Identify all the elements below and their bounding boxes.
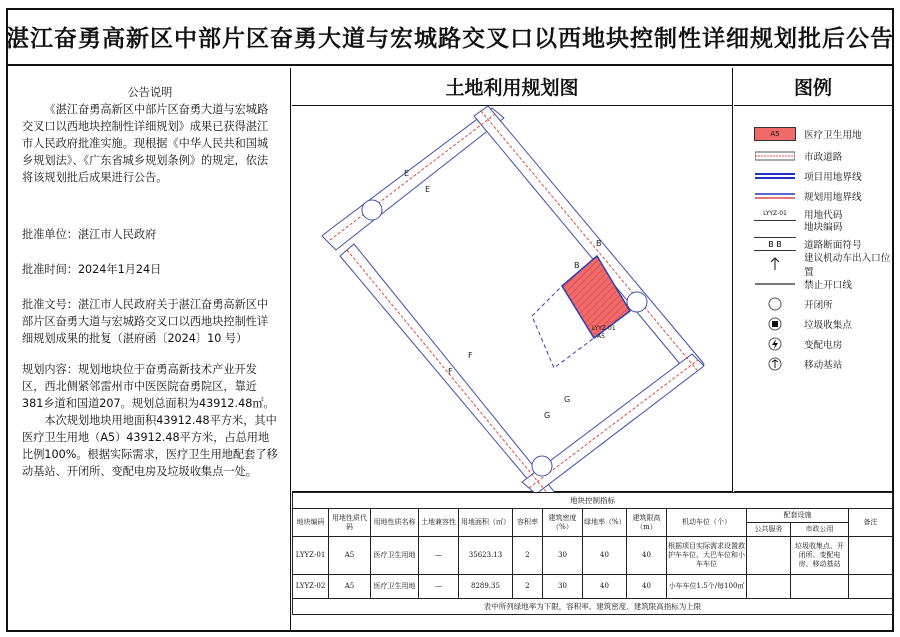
garbage-point-icon: [754, 317, 796, 331]
plan-content-detail: 本次规划地块用地面积43912.48平方米，其中医疗卫生用地（A5）43912.48平方米，占总用地比例100%。根据实际需求，医疗卫生用地配套了移动基站、开闭所、变配电房及垃圾收集点一处。: [22, 414, 278, 478]
medical-land-swatch: A5: [754, 127, 796, 141]
table-footnote: 表中所列绿地率为下限，容积率、建筑密度、建筑限高指标为上限: [293, 599, 893, 615]
approver: 批准单位：湛江市人民政府: [22, 228, 157, 241]
legend-item: 项目用地界线: [734, 166, 892, 186]
road-label: F: [448, 367, 453, 376]
table-row: LYYZ-02 A5 医疗卫生用地 — 8289.35 2 30 40 40 小车车位1.5个/每100㎡: [293, 575, 893, 599]
legend-item: 规划用地界线: [734, 186, 892, 206]
road-label: G: [544, 411, 551, 420]
approve-date: 批准时间：2024年1月24日: [22, 263, 162, 276]
legend-item: 开闭所: [734, 294, 892, 314]
switch-station-icon: [754, 297, 796, 311]
no-opening-swatch: [754, 277, 796, 291]
control-indicator-table: 地块控制指标 地块编码 用地性质代码 用地性质名称 土地兼容性 用地面积（㎡） 容积率 建筑密度（%） 绿地率（%） 建筑限高（m） 机动车位（个） 配套设施 备注 公共服务 市政公用 LYYZ-01 A5 医疗卫生用地 — 35623.13 2 30 40 40 根据项目实际需求设置救护车车位、大巴车位和小车车位 垃圾收集点、开闭所、变配电房、移动基站 LYYZ-02 A5 医疗卫生用地 — 8289.35 2 30 40 40 小车车位1.5个/每100㎡ 表中所列绿地率为下限，容积率、建筑密度、建筑限高指标为上限: [292, 492, 892, 630]
road-label: F: [468, 351, 473, 360]
legend-item: 建议机动车出入口位置: [734, 254, 892, 274]
land-use-map: [292, 68, 733, 492]
parcel-code: LYYZ-01: [592, 325, 616, 332]
parcel-use: A5: [597, 333, 605, 340]
legend-panel: [734, 68, 892, 492]
legend-item: 移动基站: [734, 354, 892, 374]
legend-item: LYYZ-01 用地代码: [734, 204, 892, 224]
approve-doc-no: 批准文号：湛江市人民政府关于湛江奋勇高新区中部片区奋勇大道与宏城路交叉口以西地块控制性详细规划成果的批复（湛府函〔2024〕10 号）: [22, 298, 269, 345]
legend-item: 垃圾收集点: [734, 314, 892, 334]
substation-icon: [754, 337, 796, 351]
entrance-icon: [754, 257, 796, 271]
legend-item: 市政道路: [734, 146, 892, 166]
notice-body: 《湛江奋勇高新区中部片区奋勇大道与宏城路交叉口以西地块控制性详细规划》成果已获得湛江市人民政府批准实施。现根据《中华人民共和国城乡规划法》、《广东省城乡规划条例》的规定，依法将该规划批后成果进行公告。: [22, 103, 269, 184]
road-label: G: [564, 395, 571, 404]
road-label: B: [596, 239, 602, 248]
legend-item: B B 道路断面符号: [734, 234, 892, 254]
notice-panel: [8, 68, 291, 630]
legend-item: 变配电房: [734, 334, 892, 354]
legend-item: 禁止开口线: [734, 274, 892, 294]
road-swatch: [754, 149, 796, 163]
map-drawing: [292, 106, 733, 492]
road-label: B: [574, 261, 580, 270]
section-symbol: B B: [754, 237, 796, 251]
plan-content: 规划内容：规划地块位于奋勇高新技术产业开发区，西北侧紧邻雷州市中医医院奋勇院区，靠近381乡道和国道207。规划总面积为43912.48㎡。: [22, 363, 275, 410]
legend-item: 地块编码: [804, 222, 843, 233]
table-row: LYYZ-01 A5 医疗卫生用地 — 35623.13 2 30 40 40 根据项目实际需求设置救护车车位、大巴车位和小车车位 垃圾收集点、开闭所、变配电房、移动基站: [293, 537, 893, 575]
legend-item: A5 医疗卫生用地: [734, 124, 892, 144]
plan-boundary-swatch: [754, 189, 796, 203]
road-label: E: [425, 185, 431, 194]
project-boundary-swatch: [754, 169, 796, 183]
road-label: E: [404, 169, 410, 178]
legend-title: 图例: [734, 68, 892, 106]
page-title: 湛江奋勇高新区中部片区奋勇大道与宏城路交叉口以西地块控制性详细规划批后公告: [6, 8, 894, 66]
base-station-icon: [754, 357, 796, 371]
notice-heading: 公告说明: [127, 86, 173, 99]
table-title: 地块控制指标: [293, 493, 893, 509]
map-title: 土地利用规划图: [292, 68, 732, 106]
code-symbol: LYYZ-01: [754, 207, 796, 221]
